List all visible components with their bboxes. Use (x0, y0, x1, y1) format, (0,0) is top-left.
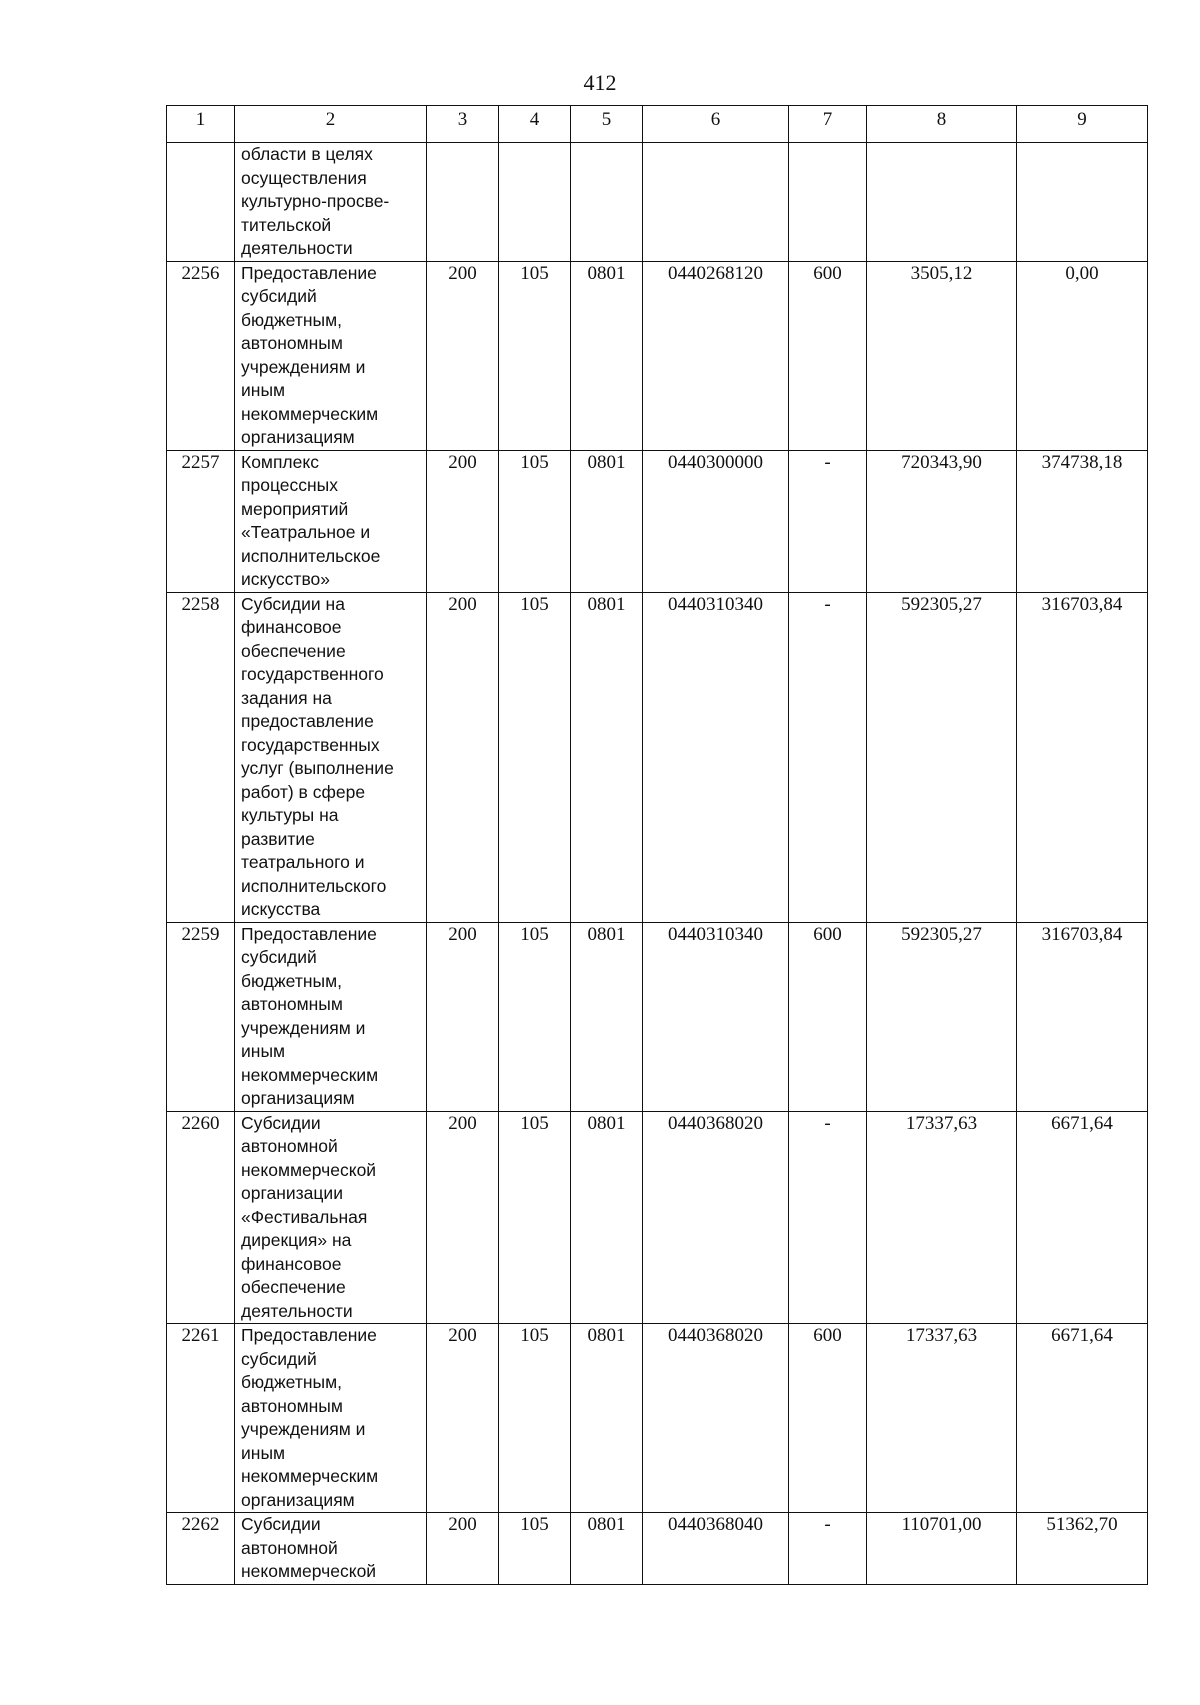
cell-description (235, 143, 427, 262)
description-line: государственных (241, 734, 380, 755)
description-line: бюджетным, (241, 309, 342, 330)
cell-row-number: 2259 (167, 922, 235, 1111)
cell-amount-col9: 0,00 (1017, 261, 1148, 450)
table-row (167, 1513, 1148, 1585)
description-line: Субсидии на (241, 593, 345, 614)
cell-target-article: 0440300000 (643, 450, 789, 592)
description-line: автономным (241, 994, 343, 1014)
description-line: некоммерческим (241, 403, 379, 424)
cell-target-article: 0440368020 (643, 1111, 789, 1324)
cell-amount-col9: 51362,70 (1017, 1513, 1148, 1585)
column-header: 8 (867, 106, 1017, 143)
description-line: театрального и (241, 852, 365, 872)
description-line: автономным (241, 1395, 343, 1416)
table-row (167, 922, 1148, 1111)
description-line: финансовое (241, 1253, 342, 1274)
description-line: организации (241, 1183, 343, 1203)
description-line: Комплекс (241, 451, 319, 472)
cell-amount-col9: 6671,64 (1017, 1324, 1148, 1513)
cell-description (235, 450, 427, 592)
description-line: области в целях (241, 144, 373, 164)
cell-target-article: 0440310340 (643, 922, 789, 1111)
description-line: осуществления (241, 167, 367, 188)
cell-amount-col8: 110701,00 (867, 1513, 1017, 1585)
description-line: иным (241, 1442, 286, 1463)
cell-code: 0801 (571, 1111, 643, 1324)
cell-amount-col8: 592305,27 (867, 922, 1017, 1111)
cell-section: 200 (427, 1111, 499, 1324)
cell-code (571, 143, 643, 262)
description-line: процессных (241, 475, 338, 495)
cell-subsection: 105 (499, 922, 571, 1111)
cell-target-article: 0440310340 (643, 592, 789, 922)
column-header: 7 (789, 106, 867, 143)
description-line: субсидий (241, 286, 317, 306)
column-header: 3 (427, 106, 499, 143)
description-line: задания на (241, 687, 332, 708)
cell-code: 0801 (571, 1513, 643, 1585)
table-body (167, 143, 1148, 1585)
description-line: финансовое (241, 617, 342, 637)
cell-description (235, 922, 427, 1111)
table-row (167, 1324, 1148, 1513)
description-line: развитие (241, 828, 315, 849)
description-line: Субсидии (241, 1112, 321, 1133)
cell-target-article: 0440268120 (643, 261, 789, 450)
cell-subsection: 105 (499, 1111, 571, 1324)
cell-amount-col8: 592305,27 (867, 592, 1017, 922)
description-line: учреждениям и (241, 1017, 366, 1038)
cell-subsection: 105 (499, 592, 571, 922)
column-header: 9 (1017, 106, 1148, 143)
description-line: бюджетным, (241, 1372, 342, 1392)
description-line: учреждениям и (241, 356, 366, 377)
cell-amount-col9: 374738,18 (1017, 450, 1148, 592)
description-line: автономной (241, 1136, 338, 1156)
description-line: Предоставление (241, 262, 377, 283)
description-line: учреждениям и (241, 1419, 366, 1439)
description-line: тительской (241, 214, 332, 235)
cell-row-number: 2260 (167, 1111, 235, 1324)
description-line: некоммерческой (241, 1159, 377, 1180)
column-header: 5 (571, 106, 643, 143)
description-line: деятельности (241, 1300, 353, 1321)
page-number: 412 (583, 70, 617, 95)
column-header: 4 (499, 106, 571, 143)
table-row (167, 261, 1148, 450)
description-line: субсидий (241, 1348, 317, 1369)
description-line: исполнительское (241, 545, 381, 566)
cell-amount-col8: 720343,90 (867, 450, 1017, 592)
cell-code: 0801 (571, 450, 643, 592)
cell-code: 0801 (571, 922, 643, 1111)
cell-amount-col8 (867, 143, 1017, 262)
description-line: искусство» (241, 569, 331, 589)
cell-section: 200 (427, 592, 499, 922)
header-row (167, 106, 1148, 143)
description-line: дирекция» на (241, 1230, 352, 1250)
cell-expense-type: - (789, 592, 867, 922)
cell-target-article: 0440368040 (643, 1513, 789, 1585)
cell-section: 200 (427, 922, 499, 1111)
cell-section: 200 (427, 450, 499, 592)
cell-amount-col9: 316703,84 (1017, 922, 1148, 1111)
cell-amount-col9: 6671,64 (1017, 1111, 1148, 1324)
column-header: 2 (235, 106, 427, 143)
column-header: 1 (167, 106, 235, 143)
cell-code: 0801 (571, 592, 643, 922)
description-line: бюджетным, (241, 970, 342, 991)
cell-description (235, 1111, 427, 1324)
cell-subsection: 105 (499, 450, 571, 592)
cell-row-number: 2256 (167, 261, 235, 450)
cell-expense-type: 600 (789, 1324, 867, 1513)
description-line: услуг (выполнение (241, 758, 394, 778)
cell-row-number: 2262 (167, 1513, 235, 1585)
table-row (167, 450, 1148, 592)
description-line: иным (241, 1041, 286, 1061)
description-line: Предоставление (241, 923, 377, 944)
cell-amount-col8: 17337,63 (867, 1111, 1017, 1324)
cell-code: 0801 (571, 261, 643, 450)
cell-row-number: 2261 (167, 1324, 235, 1513)
description-line: исполнительского (241, 875, 387, 896)
cell-description (235, 261, 427, 450)
description-line: организациям (241, 427, 355, 447)
cell-target-article (643, 143, 789, 262)
description-line: некоммерческим (241, 1466, 379, 1486)
cell-subsection: 105 (499, 1324, 571, 1513)
cell-description (235, 1513, 427, 1585)
description-line: обеспечение (241, 640, 346, 661)
description-line: организациям (241, 1088, 355, 1108)
budget-table (166, 105, 1148, 1585)
description-line: некоммерческой (241, 1561, 377, 1581)
description-line: субсидий (241, 947, 317, 967)
cell-amount-col9 (1017, 143, 1148, 262)
cell-expense-type: 600 (789, 261, 867, 450)
cell-subsection (499, 143, 571, 262)
cell-expense-type (789, 143, 867, 262)
table-row (167, 592, 1148, 922)
description-line: «Фестивальная (241, 1206, 368, 1227)
cell-description (235, 1324, 427, 1513)
cell-section (427, 143, 499, 262)
description-line: организациям (241, 1489, 355, 1510)
table-row (167, 143, 1148, 262)
cell-section: 200 (427, 1324, 499, 1513)
cell-amount-col9: 316703,84 (1017, 592, 1148, 922)
cell-target-article: 0440368020 (643, 1324, 789, 1513)
description-line: искусства (241, 899, 321, 919)
cell-amount-col8: 17337,63 (867, 1324, 1017, 1513)
description-line: иным (241, 380, 286, 400)
column-header: 6 (643, 106, 789, 143)
cell-row-number (167, 143, 235, 262)
description-line: культурно-просве- (241, 191, 390, 211)
description-line: работ) в сфере (241, 781, 366, 802)
cell-subsection: 105 (499, 1513, 571, 1585)
cell-section: 200 (427, 261, 499, 450)
cell-description (235, 592, 427, 922)
cell-section: 200 (427, 1513, 499, 1585)
cell-amount-col8: 3505,12 (867, 261, 1017, 450)
cell-expense-type: - (789, 1111, 867, 1324)
description-line: мероприятий (241, 498, 349, 519)
description-line: Субсидии (241, 1514, 321, 1534)
description-line: Предоставление (241, 1325, 377, 1345)
cell-expense-type: - (789, 450, 867, 592)
description-line: автономной (241, 1537, 338, 1558)
description-line: предоставление (241, 711, 374, 731)
description-line: «Театральное и (241, 522, 371, 542)
description-line: автономным (241, 333, 343, 353)
description-line: государственного (241, 664, 384, 684)
cell-subsection: 105 (499, 261, 571, 450)
cell-code: 0801 (571, 1324, 643, 1513)
table-row (167, 1111, 1148, 1324)
description-line: обеспечение (241, 1277, 346, 1297)
description-line: деятельности (241, 238, 353, 258)
description-line: культуры на (241, 805, 339, 825)
cell-expense-type: 600 (789, 922, 867, 1111)
description-line: некоммерческим (241, 1064, 379, 1085)
cell-expense-type: - (789, 1513, 867, 1585)
cell-row-number: 2257 (167, 450, 235, 592)
cell-row-number: 2258 (167, 592, 235, 922)
